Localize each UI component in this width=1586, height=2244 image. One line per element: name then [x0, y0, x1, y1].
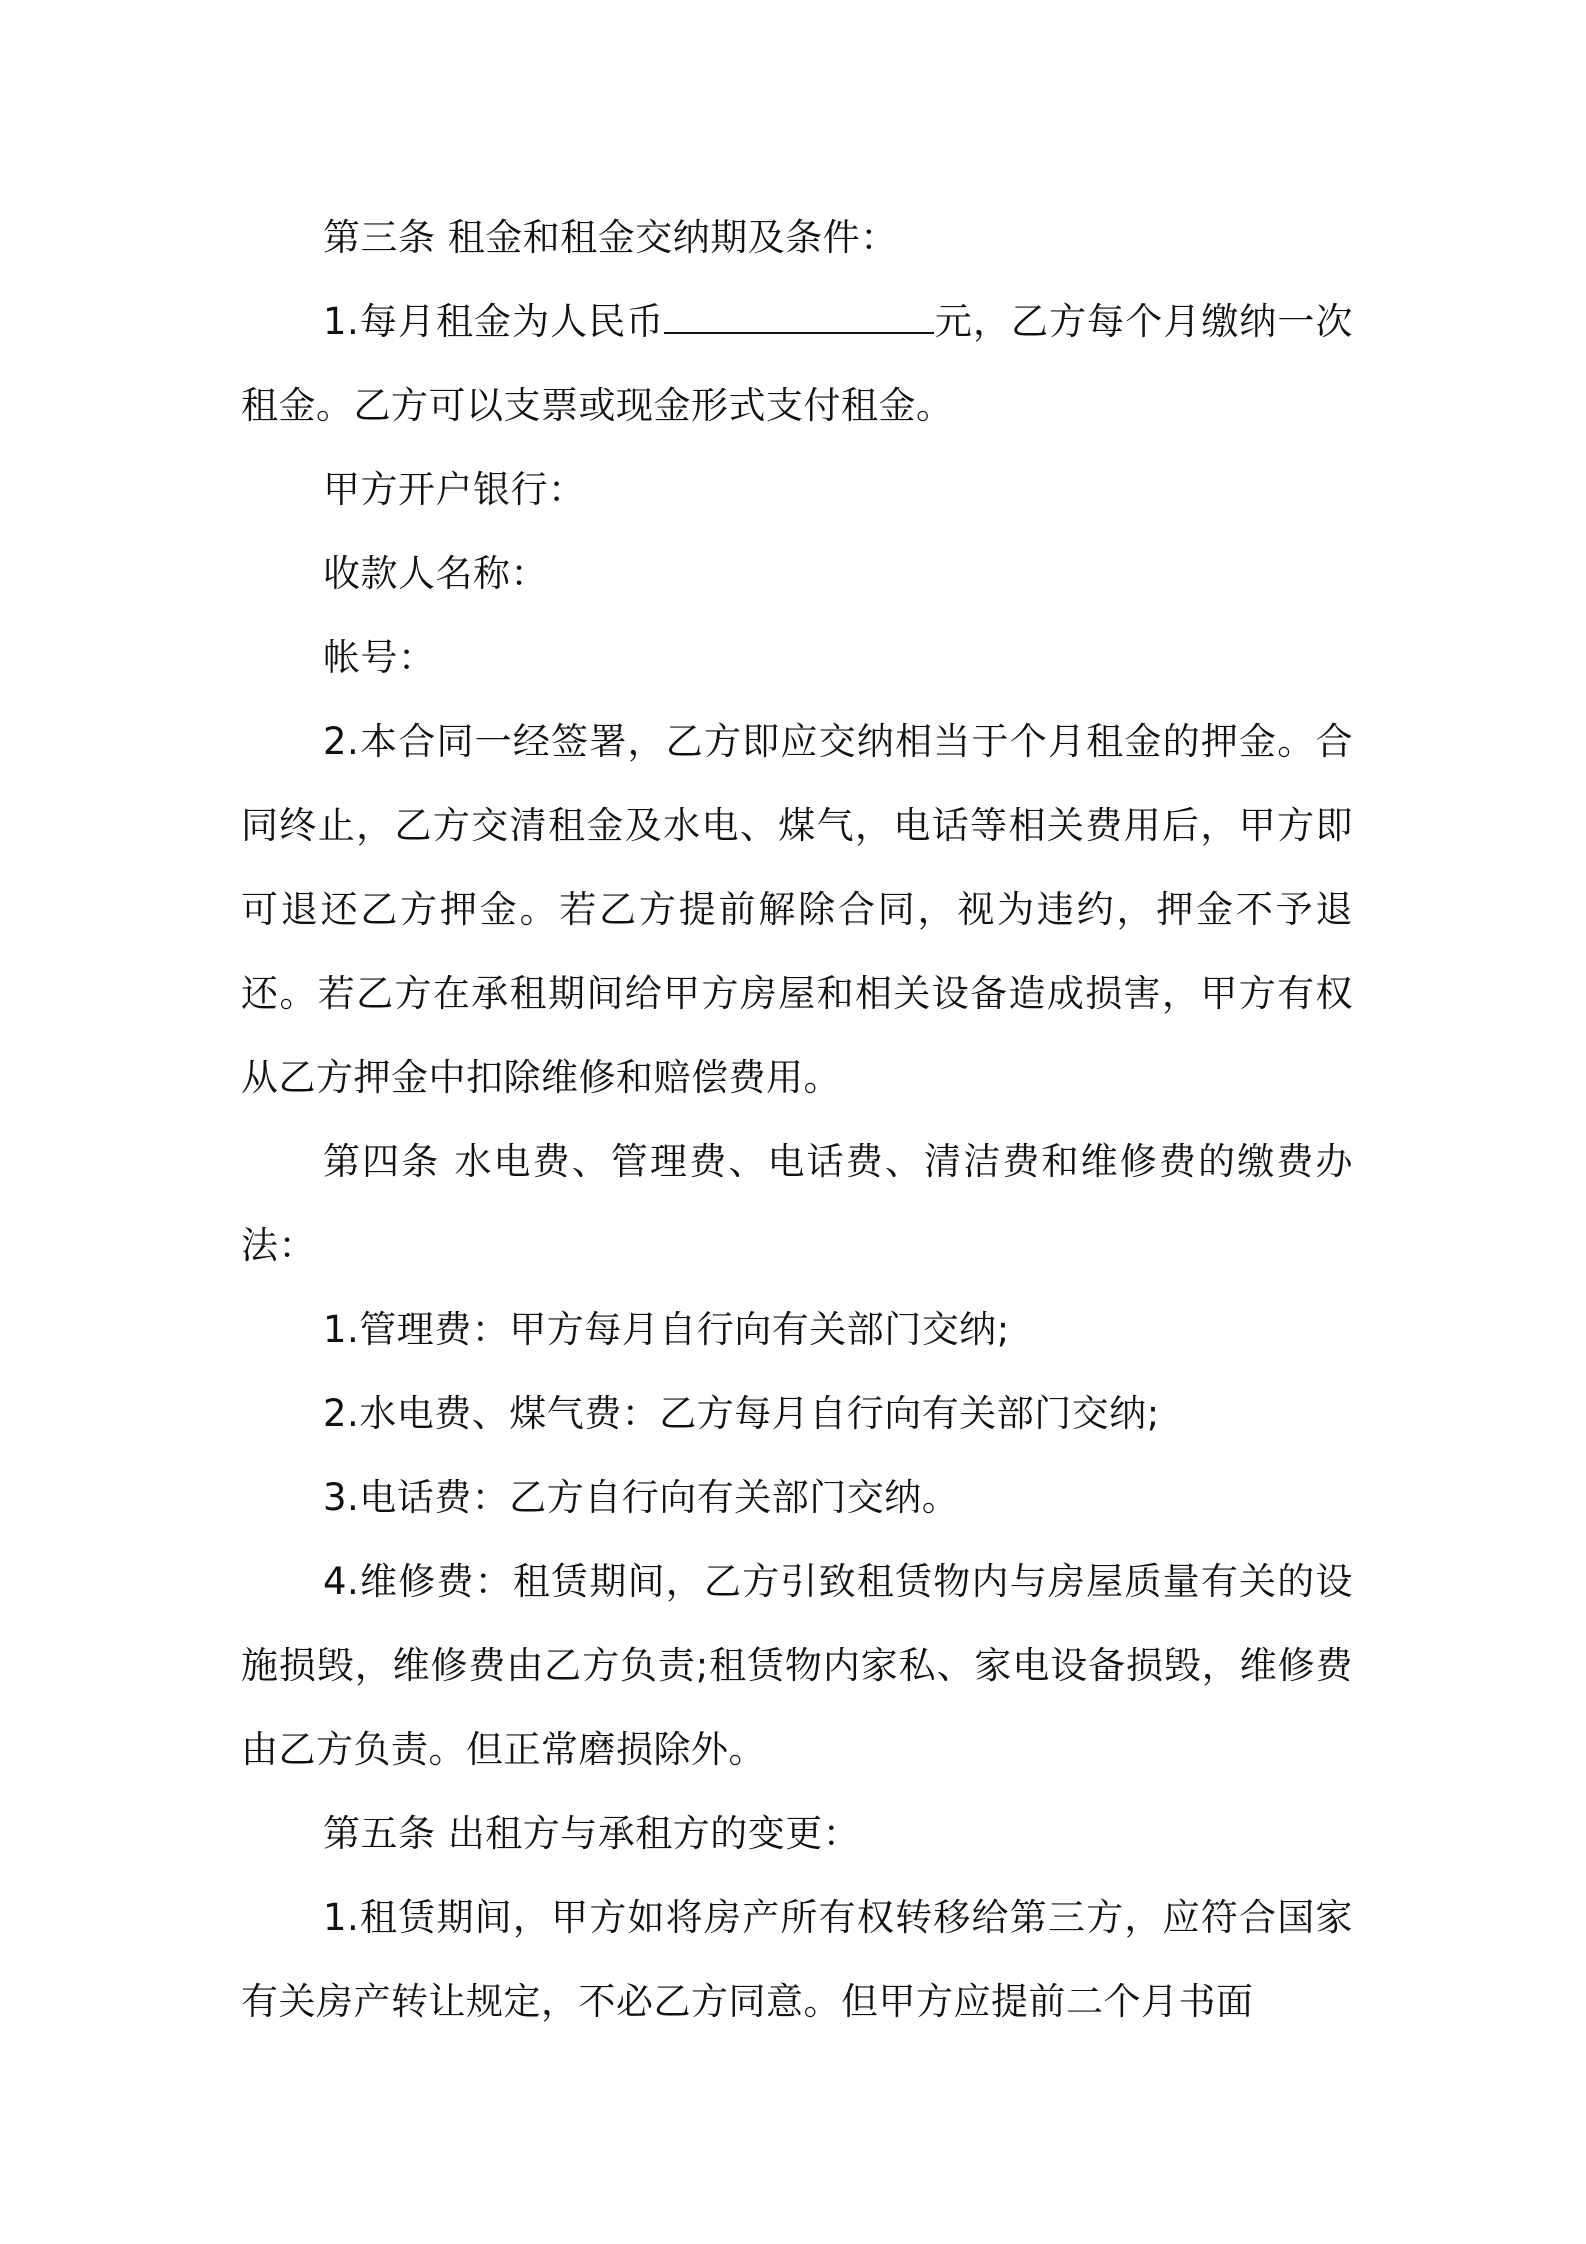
- article-4-item-4: 4.维修费：租赁期间，乙方引致租赁物内与房屋质量有关的设施损毁，维修费由乙方负责;租赁物内家私、家电设备损毁，维修费由乙方负责。但正常磨损除外。: [241, 1560, 1353, 1771]
- article-4-item-1: 1.管理费：甲方每月自行向有关部门交纳;: [323, 1308, 1010, 1351]
- rent-amount-blank: [664, 302, 934, 334]
- rent-amount-label: 1.每月租金为人民币: [323, 300, 665, 343]
- article-3-heading: 第三条 租金和租金交纳期及条件：: [323, 216, 898, 259]
- article-4-heading: 第四条 水电费、管理费、电话费、清洁费和维修费的缴费办法：: [241, 1140, 1353, 1267]
- article-5-heading: 第五条 出租方与承租方的变更：: [323, 1812, 861, 1855]
- article-3-item-1: [241, 280, 1353, 448]
- rent-payment-terms: 元，乙方每个月缴纳一次租金。乙方可以支票或现金形式支付租金。: [241, 300, 1353, 427]
- payee-line: 收款人名称：: [323, 552, 548, 595]
- article-3-item-2: 2.本合同一经签署，乙方即应交纳相当于个月租金的押金。合同终止，乙方交清租金及水电、煤气，电话等相关费用后，甲方即可退还乙方押金。若乙方提前解除合同，视为违约，押金不予退还。若乙方在承租期间给甲方房屋和相关设备造成损害，甲方有权从乙方押金中扣除维修和赔偿费用。: [241, 720, 1353, 1099]
- bank-line: 甲方开户银行：: [323, 468, 586, 511]
- account-line: 帐号：: [323, 636, 436, 679]
- article-4-item-2: 2.水电费、煤气费：乙方每月自行向有关部门交纳;: [323, 1392, 1160, 1435]
- document-body: [241, 196, 1353, 2044]
- article-4-item-3: 3.电话费：乙方自行向有关部门交纳。: [323, 1476, 960, 1519]
- article-5-item-1: 1.租赁期间，甲方如将房产所有权转移给第三方，应符合国家有关房产转让规定，不必乙方同意。但甲方应提前二个月书面: [241, 1896, 1353, 2023]
